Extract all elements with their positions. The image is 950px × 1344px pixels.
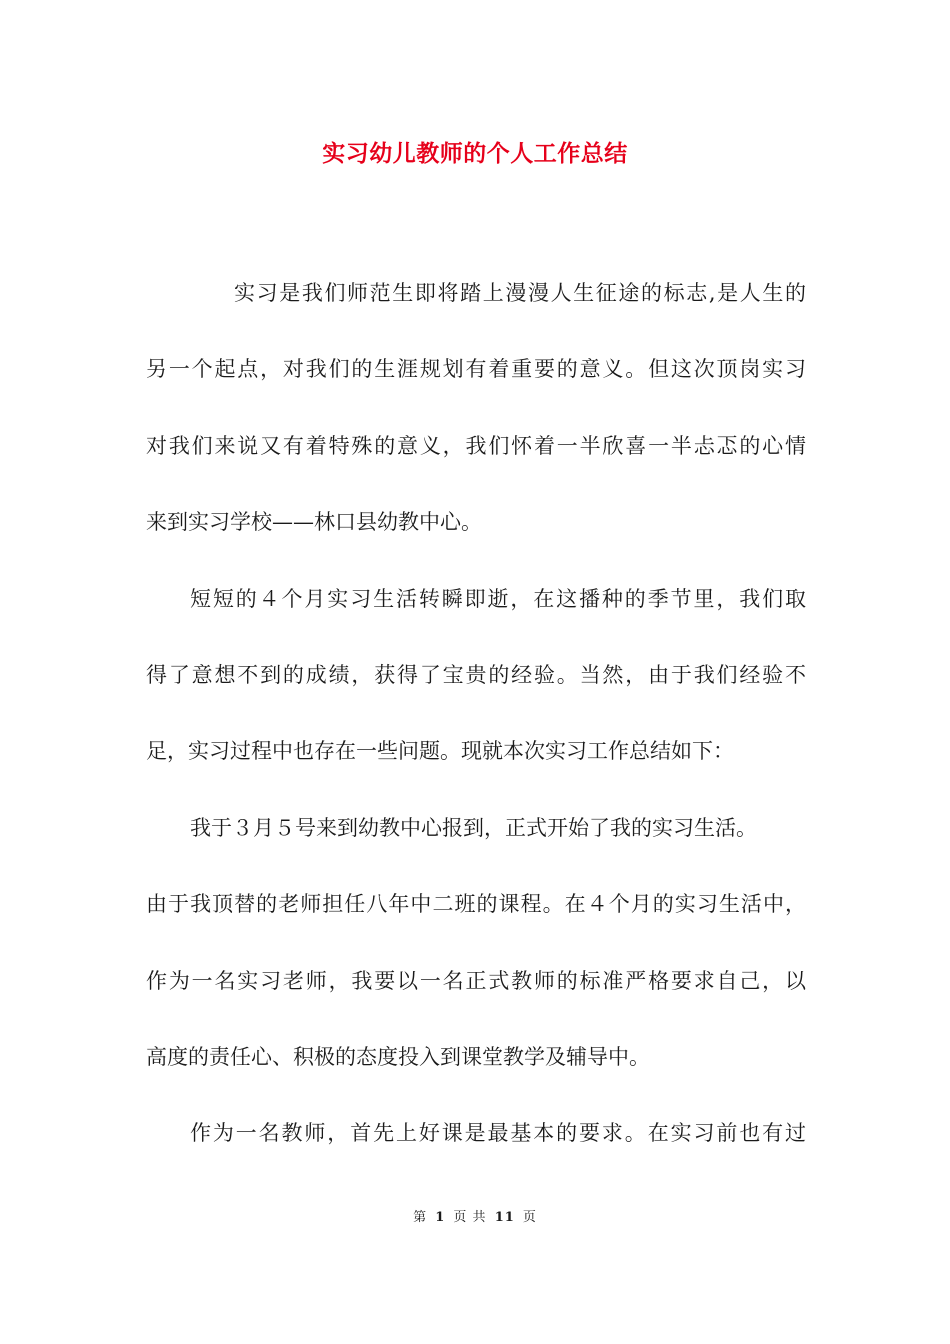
document-body xyxy=(146,274,806,1191)
paragraph-line: 高度的责任心、积极的态度投入到课堂教学及辅导中。 xyxy=(146,1044,650,1069)
document-title: 实习幼儿教师的个人工作总结 xyxy=(322,140,628,167)
paragraph-line: 足，实习过程中也存在一些问题。现就本次实习工作总结如下： xyxy=(146,739,734,764)
paragraph-line: 由于我顶替的老师担任八年中二班的课程。在４个月的实习生活中， xyxy=(146,892,806,917)
paragraph-line: 来到实习学校——林口县幼教中心。 xyxy=(146,510,482,535)
paragraph-line: 短短的４个月实习生活转瞬即逝，在这播种的季节里，我们取 xyxy=(190,586,806,611)
paragraph-line: 作为一名实习老师，我要以一名正式教师的标准严格要求自己，以 xyxy=(146,968,806,993)
paragraph-line: 对我们来说又有着特殊的意义，我们怀着一半欣喜一半忐忑的心情 xyxy=(146,433,806,458)
paragraph-line: 得了意想不到的成绩，获得了宝贵的经验。当然，由于我们经验不 xyxy=(146,662,806,687)
current-page-number: 1 xyxy=(435,1210,446,1225)
footer-middle: 页 共 xyxy=(453,1210,487,1225)
paragraph-line: 实习是我们师范生即将踏上漫漫人生征途的标志,是人生的 xyxy=(234,281,806,305)
page-footer xyxy=(0,1206,950,1225)
paragraph-line: 作为一名教师，首先上好课是最基本的要求。在实习前也有过 xyxy=(190,1121,806,1146)
paragraph-line: 我于３月５号来到幼教中心报到，正式开始了我的实习生活。 xyxy=(190,815,757,840)
footer-suffix: 页 xyxy=(522,1210,537,1225)
footer-prefix: 第 xyxy=(413,1210,428,1225)
total-pages-number: 11 xyxy=(494,1210,515,1225)
paragraph-line: 另一个起点，对我们的生涯规划有着重要的意义。但这次顶岗实习 xyxy=(146,357,806,382)
